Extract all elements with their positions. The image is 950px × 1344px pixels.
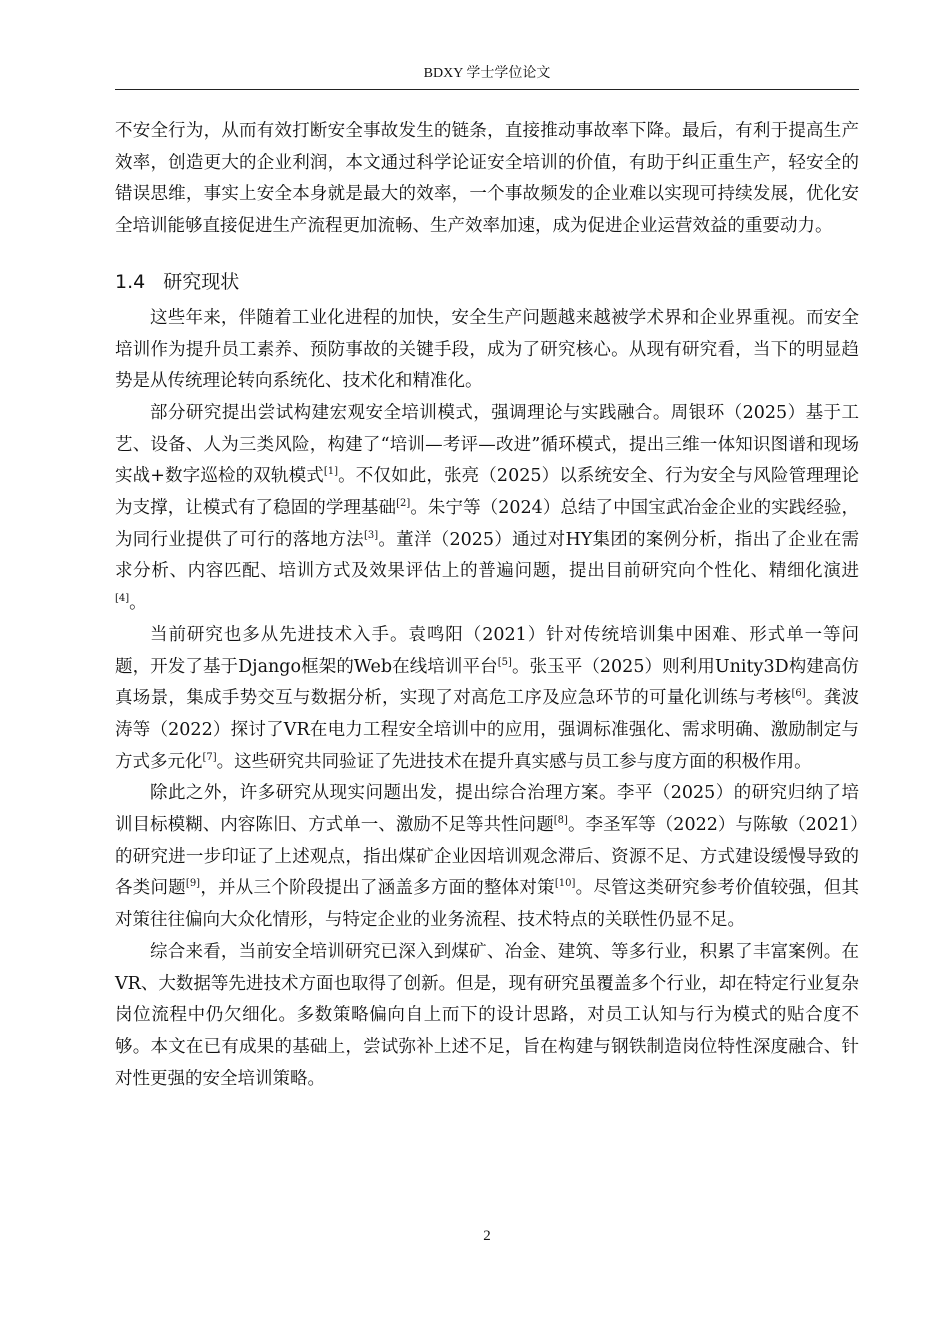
citation-1[interactable]: [1] xyxy=(323,466,339,478)
running-header: BDXY 学士学位论文 xyxy=(423,66,551,81)
header-rule xyxy=(115,89,859,90)
paragraph-text: 。 xyxy=(129,593,147,614)
section-number: 1.4 xyxy=(115,270,146,293)
paragraph-text: 。尽管这类研究参考价值较强，但其对策往往偏向大众化情形，与特定企业的业务流程、技术特点的关联性仍显不足。 xyxy=(115,878,860,931)
section-title: 研究现状 xyxy=(163,270,240,293)
paragraph-5: 综合来看，当前安全培训研究已深入到煤矿、冶金、建筑、等多行业，积累了丰富案例。在VR、大数据等先进技术方面也取得了创新。但是，现有研究虽覆盖多个行业，却在特定行业复杂岗位流程中仍欠细化。多数策略偏向自上而下的设计思路，对员工认知与行为模式的贴合度不够。本文在已有成果的基础上，尝试弥补上述不足，旨在构建与钢铁制造岗位特性深度融合、针对性更强的安全培训策略。 xyxy=(115,941,859,1089)
paragraph-2 xyxy=(115,398,859,620)
citation-4[interactable]: [4] xyxy=(115,593,130,605)
citation-5[interactable]: [5] xyxy=(497,656,512,668)
paragraph-text: 。这些研究共同验证了先进技术在提升真实感与员工参与度方面的积极作用。 xyxy=(216,751,812,772)
paragraph-1: 这些年来，伴随着工业化进程的加快，安全生产问题越来越被学术界和企业界重视。而安全培训作为提升员工素养、预防事故的关键手段，成为了研究核心。从现有研究看，当下的明显趋势是从传统理论转向系统化、技术化和精准化。 xyxy=(115,307,859,392)
paragraph-text: 。李圣军等（2022）与陈敏（2021）的研究进一步印证了上述观点，指出煤矿企业因培训观念滞后、资源不足、方式建设缓慢导致的各类问题 xyxy=(115,815,859,899)
body-text xyxy=(115,116,859,1095)
citation-9[interactable]: [9] xyxy=(185,878,201,890)
citation-2[interactable]: [2] xyxy=(396,498,411,510)
page-number: 2 xyxy=(483,1228,491,1244)
citation-7[interactable]: [7] xyxy=(202,751,217,763)
citation-8[interactable]: [8] xyxy=(553,815,568,827)
paragraph-text: 。不仅如此，张亮（2025）以系统安全、行为安全与风险管理理论为支撑，让模式有了稳固的学理基础 xyxy=(115,466,859,519)
paragraph-text: 部分研究提出尝试构建宏观安全培训模式，强调理论与实践融合。周银环（2025）基于工艺、设备、人为三类风险，构建了“培训—考评—改进”循环模式，提出三维一体知识图谱和现场实战+数字巡检的双轨模式 xyxy=(115,402,859,487)
paragraph-text: 。龚波涛等（2022）探讨了VR在电力工程安全培训中的应用，强调标准强化、需求明确、激励制定与方式多元化 xyxy=(115,688,860,772)
paragraph-3 xyxy=(115,620,859,779)
citation-6[interactable]: [6] xyxy=(791,688,806,700)
paragraph-4 xyxy=(115,778,859,937)
paragraph-text: 除此之外，许多研究从现实问题出发，提出综合治理方案。李平（2025）的研究归纳了培训目标模糊、内容陈旧、方式单一、激励不足等共性问题 xyxy=(115,783,859,836)
paragraph-text: ，并从三个阶段提出了涵盖多方面的整体对策 xyxy=(200,878,555,899)
paragraph-text: 。张玉平（2025）则利用Unity3D构建高仿真场景，集成手势交互与数据分析，实现了对高危工序及应急环节的可量化训练与考核 xyxy=(115,656,859,709)
intro-paragraph: 不安全行为，从而有效打断安全事故发生的链条，直接推动事故率下降。最后，有利于提高生产效率，创造更大的企业利润，本文通过科学论证安全培训的价值，有助于纠正重生产，轻安全的错误思维，事实上安全本身就是最大的效率，一个事故频发的企业难以实现可持续发展，优化安全培训能够直接促进生产流程更加流畅、生产效率加速，成为促进企业运营效益的重要动力。 xyxy=(115,121,859,237)
section-heading xyxy=(115,267,859,297)
citation-3[interactable]: [3] xyxy=(363,529,379,541)
paragraph-text: 。朱宁等（2024）总结了中国宝武冶金企业的实践经验，为同行业提供了可行的落地方法 xyxy=(115,498,860,550)
citation-10[interactable]: [10] xyxy=(554,878,576,890)
paragraph-text: 当前研究也多从先进技术入手。袁鸣阳（2021）针对传统培训集中困难、形式单一等问题，开发了基于Django框架的Web在线培训平台 xyxy=(115,624,859,677)
paragraph-text: 。董洋（2025）通过对HY集团的案例分析，指出了企业在需求分析、内容匹配、培训方式及效果评估上的普遍问题，提出目前研究向个性化、精细化演进 xyxy=(115,529,859,582)
